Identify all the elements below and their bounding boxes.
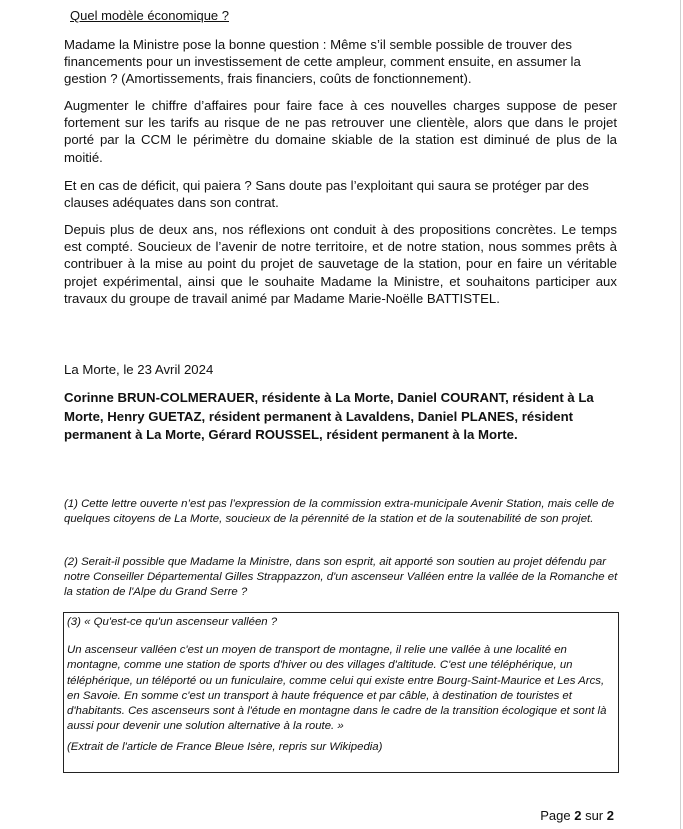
page-current: 2 [574,808,582,823]
paragraph-revenue: Augmenter le chiffre d’affaires pour faire face à ces nouvelles charges suppose de peser fortement sur les tarifs au risque de ne pas retrouver une clientèle, alors que dans le projet porté par la CCM le périmètre du domaine skiable de la station est diminué de plus de la moitié. [64,98,617,165]
section-heading: Quel modèle économique ? [70,8,229,23]
footnote-1: (1) Cette lettre ouverte n’est pas l’expression de la commission extra-municipale Avenir Station, mais celle de quelques citoyens de La Morte, soucieux de la pérennité de la station et de la soutenabilité de son projet. [64,498,615,526]
page-total: 2 [606,808,614,823]
footnote-3-body: Un ascenseur valléen c'est un moyen de transport de montagne, il relie une vallée à une localité en montagne, comme une station de sports d'hiver ou des villages d'altitude. C'est une téléphérique, un téléphérique, un téléporté ou un funiculaire, comme celui qui existe entre Bourg-Saint-Maurice et Les Arcs, en Savoie. En somme c'est un transport à haute fréquence et par câble, à destination de touristes et d'habitants. Ces ascenseurs sont à l'étude en montagne dans le cadre de la transition écologique et sont là aussi pour devenir une solution alternative à la route. » [67,644,607,733]
page-separator: sur [585,808,604,823]
footnote-3-source: (Extrait de l'article de France Bleue Isère, repris sur Wikipedia) [67,741,383,754]
paragraph-proposals: Depuis plus de deux ans, nos réflexions ont conduit à des propositions concrètes. Le temps est compté. Soucieux de l’avenir de notre territoire, et de notre station, nous sommes prêts à contribuer à la mise au point du projet de sauvetage de la station, pour en faire un véritable projet expérimental, ainsi que le souhaite Madame la Ministre, et souhaitons participer aux travaux du groupe de travail animé par Madame Marie-Noëlle BATTISTEL. [64,222,617,306]
page-label: Page [540,808,571,823]
footnote-2: (2) Serait-il possible que Madame la Ministre, dans son esprit, ait apporté son soutien au projet défendu par notre Conseiller Départemental Gilles Strappazzon, d'un ascenseur Valléen entre la vallée de la Romanche et la station de l'Alpe du Grand Serre ? [64,556,618,599]
footnote-3-title: (3) « Qu'est-ce qu'un ascenseur valléen ? [67,616,278,628]
paragraph-deficit: Et en cas de déficit, qui paiera ? Sans doute pas l’exploitant qui saura se protéger par des clauses adéquates dans son contrat. [64,178,589,211]
date-line: La Morte, le 23 Avril 2024 [64,362,214,377]
page-number [540,808,614,823]
paragraph-ministry-question: Madame la Ministre pose la bonne question : Même s’il semble possible de trouver des financements pour un investissement de cette ampleur, comment ensuite, en assumer la gestion ? (Amortissements, frais financiers, coûts de fonctionnement). [64,37,581,87]
signatories: Corinne BRUN-COLMERAUER, résidente à La Morte, Daniel COURANT, résident à La Morte, Henry GUETAZ, résident permanent à Lavaldens, Daniel PLANES, résident permanent à La Morte, Gérard ROUSSEL, résident permanent à la Morte. [64,390,594,443]
footnote-3-box [63,612,619,773]
